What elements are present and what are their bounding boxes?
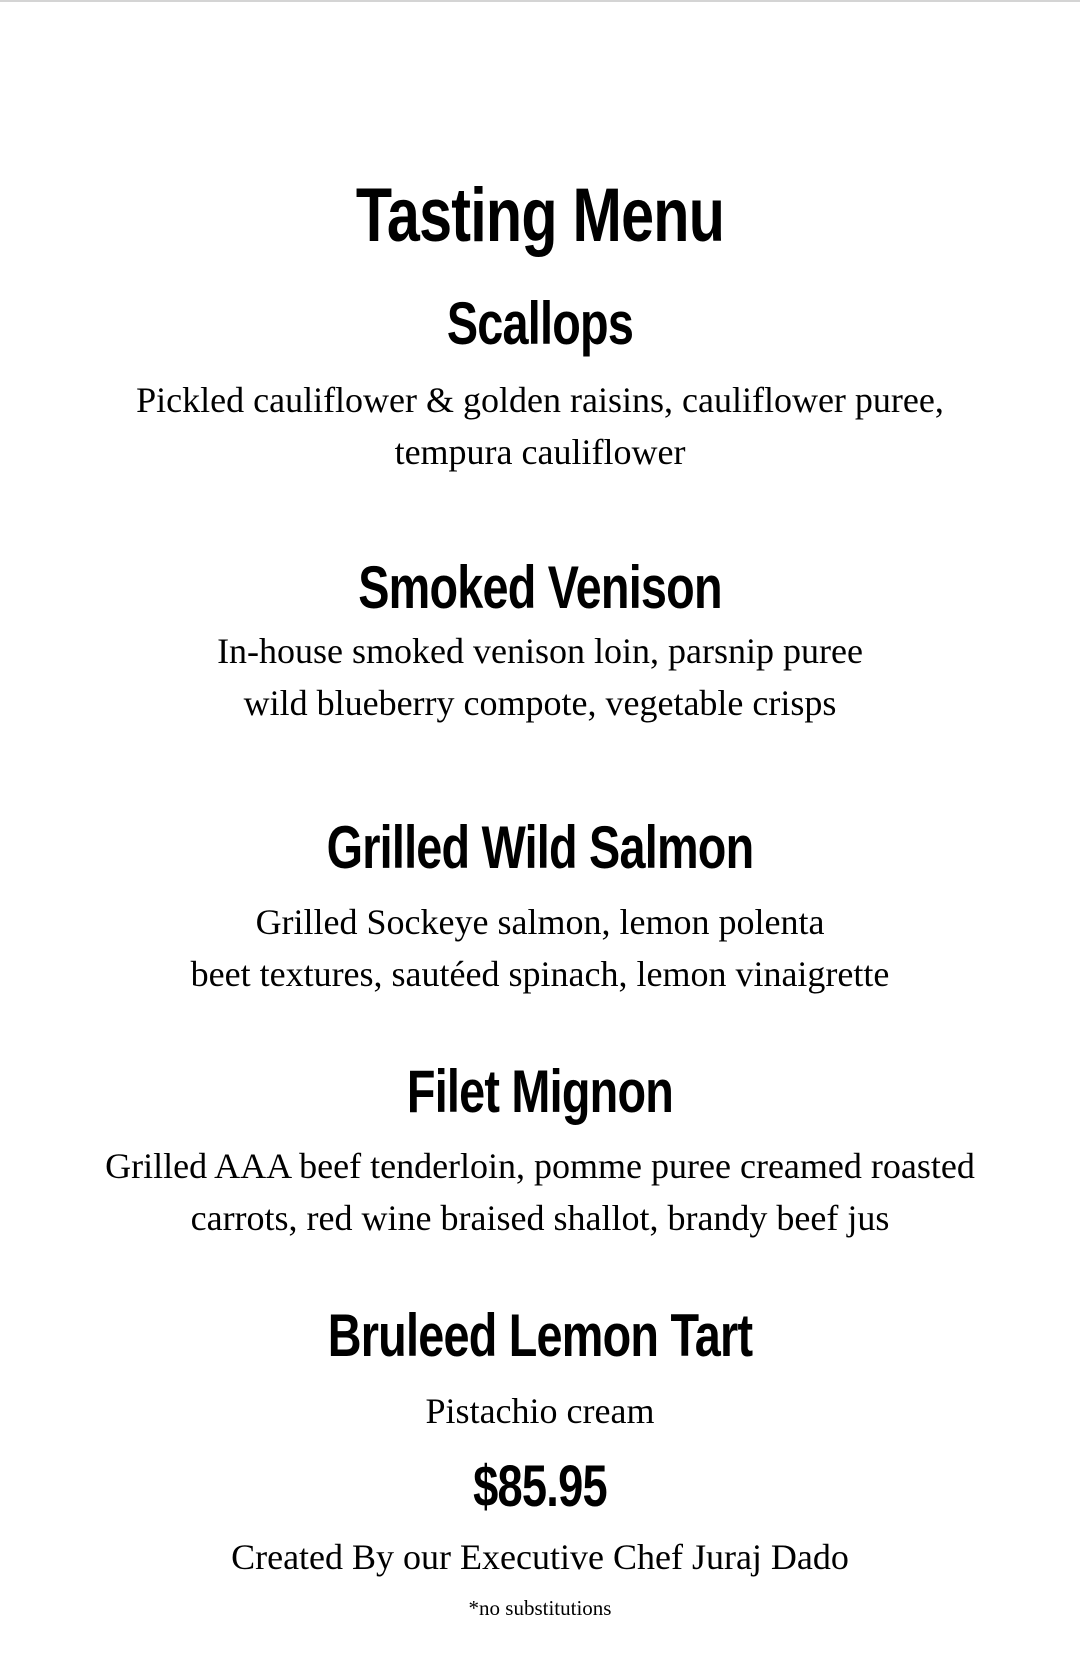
dish-description-scallops	[0, 374, 1080, 478]
dish-name-filet-mignon: Filet Mignon	[406, 1058, 674, 1125]
description-line: Grilled Sockeye salmon, lemon polenta	[255, 902, 825, 942]
description-line: tempura cauliflower	[394, 432, 686, 472]
dish-name-grilled-wild-salmon: Grilled Wild Salmon	[326, 814, 754, 881]
description-line: carrots, red wine braised shallot, brandy beef jus	[190, 1198, 890, 1238]
dish-name-smoked-venison: Smoked Venison	[358, 554, 722, 621]
menu-title: Tasting Menu	[355, 173, 725, 258]
dish-name-scallops: Scallops	[446, 290, 634, 357]
dish-description-filet-mignon	[0, 1140, 1080, 1244]
dish-name-bruleed-lemon-tart: Bruleed Lemon Tart	[327, 1302, 753, 1369]
dish-description-grilled-wild-salmon	[0, 896, 1080, 1000]
description-line: wild blueberry compote, vegetable crisps	[243, 683, 837, 723]
description-line: Pistachio cream	[425, 1391, 655, 1431]
dish-description-smoked-venison	[0, 625, 1080, 729]
description-line: Pickled cauliflower & golden raisins, cauliflower puree,	[136, 380, 944, 420]
description-line: beet textures, sautéed spinach, lemon vinaigrette	[190, 954, 890, 994]
chef-credit: Created By our Executive Chef Juraj Dado	[231, 1537, 849, 1577]
description-line: In-house smoked venison loin, parsnip puree	[217, 631, 863, 671]
description-line: Grilled AAA beef tenderloin, pomme puree creamed roasted	[105, 1146, 975, 1186]
dish-description-bruleed-lemon-tart	[0, 1385, 1080, 1437]
substitutions-note: *no substitutions	[468, 1596, 612, 1620]
menu-price: $85.95	[473, 1454, 607, 1519]
